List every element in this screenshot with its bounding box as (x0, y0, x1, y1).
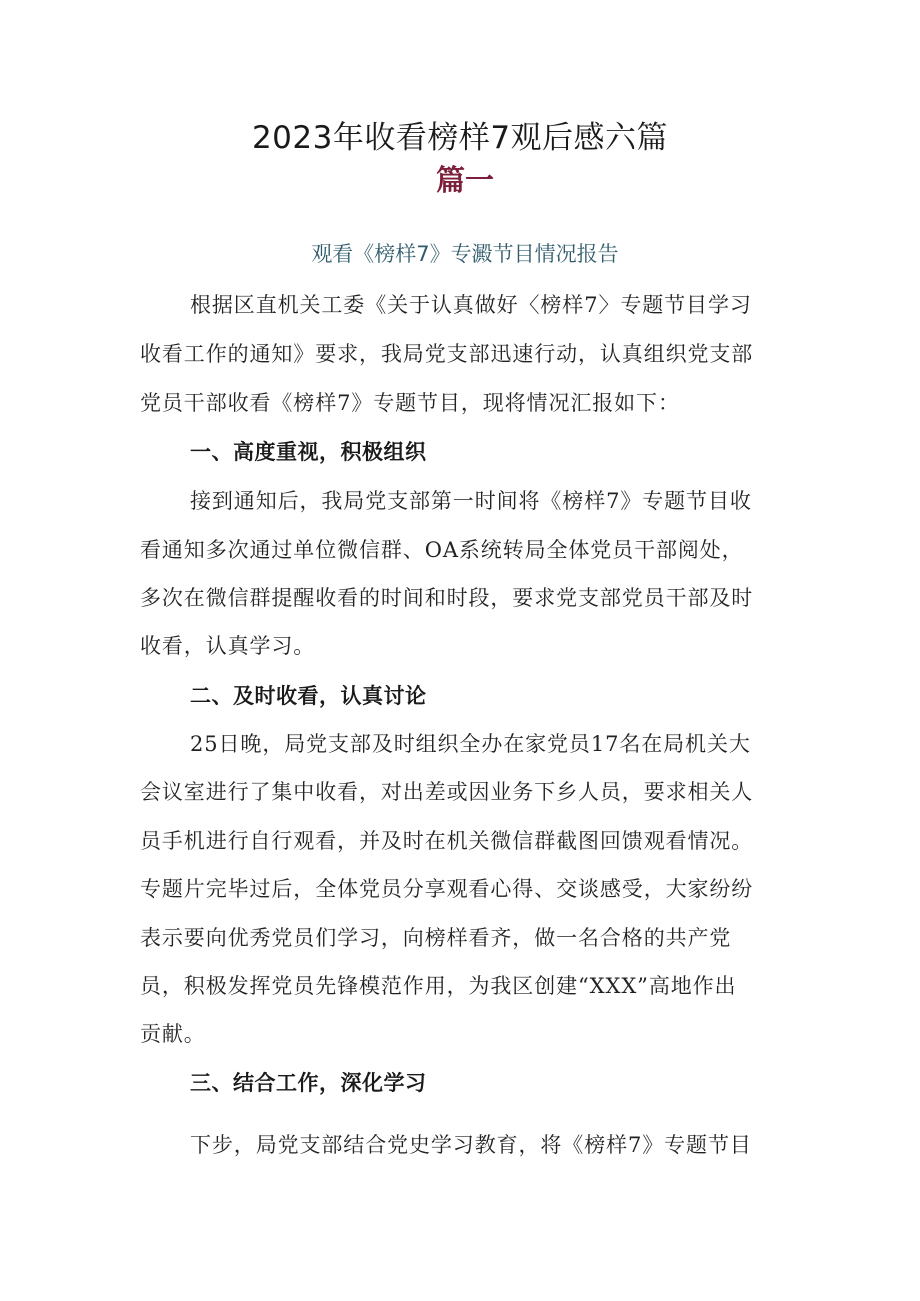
paragraph-3-line-7: 贡献。 (140, 1022, 206, 1046)
paragraph-4-line-1: 下步，局党支部结合党史学习教育，将《榜样7》专题节目 (190, 1133, 752, 1157)
heading-2: 二、及时收看，认真讨论 (190, 684, 427, 708)
paragraph-3-line-1: 25日晚，局党支部及时组织全办在家党员17名在局机关大 (190, 732, 751, 756)
paragraph-2-line-2: 看通知多次通过单位微信群、OA系统转局全体党员干部阅处， (140, 538, 744, 562)
heading-1: 一、高度重视，积极组织 (190, 440, 427, 464)
paragraph-1-line-3: 党员干部收看《榜样7》专题节目，现将情况汇报如下： (140, 391, 680, 415)
report-subtitle: 观看《榜样7》专澱节目情况报告 (311, 242, 619, 266)
paragraph-2-line-4: 收看，认真学习。 (140, 634, 316, 658)
paragraph-1-line-2: 收看工作的通知》要求，我局党支部迅速行动，认真组织党支部 (140, 342, 754, 366)
paragraph-3-line-2: 会议室进行了集中收看，对出差或因业务下乡人员，要求相关人 (140, 780, 754, 804)
document-title: 2023年收看榜样7观后感六篇 (251, 120, 669, 156)
paragraph-3-line-6: 员，积极发挥党员先锋模范作用，为我区创建“XXX”高地作出 (140, 974, 737, 998)
paragraph-2-line-3: 多次在微信群提醒收看的时间和时段，要求党支部党员干部及时 (140, 586, 754, 610)
paragraph-3-line-4: 专题片完毕过后，全体党员分享观看心得、交谈感受，大家纷纷 (140, 877, 754, 901)
section-title: 篇一 (435, 163, 494, 197)
heading-3: 三、结合工作，深化学习 (190, 1071, 427, 1095)
paragraph-3-line-3: 员手机进行自行观看，并及时在机关微信群截图回馈观看情况。 (140, 829, 754, 853)
paragraph-3-line-5: 表示要向优秀党员们学习，向榜样看齐，做一名合格的共产党 (140, 926, 732, 950)
paragraph-1-line-1: 根据区直机关工委《关于认真做好〈榜样7〉专题节目学习 (190, 293, 752, 317)
paragraph-2-line-1: 接到通知后，我局党支部第一时间将《榜样7》专题节目收 (190, 489, 752, 513)
